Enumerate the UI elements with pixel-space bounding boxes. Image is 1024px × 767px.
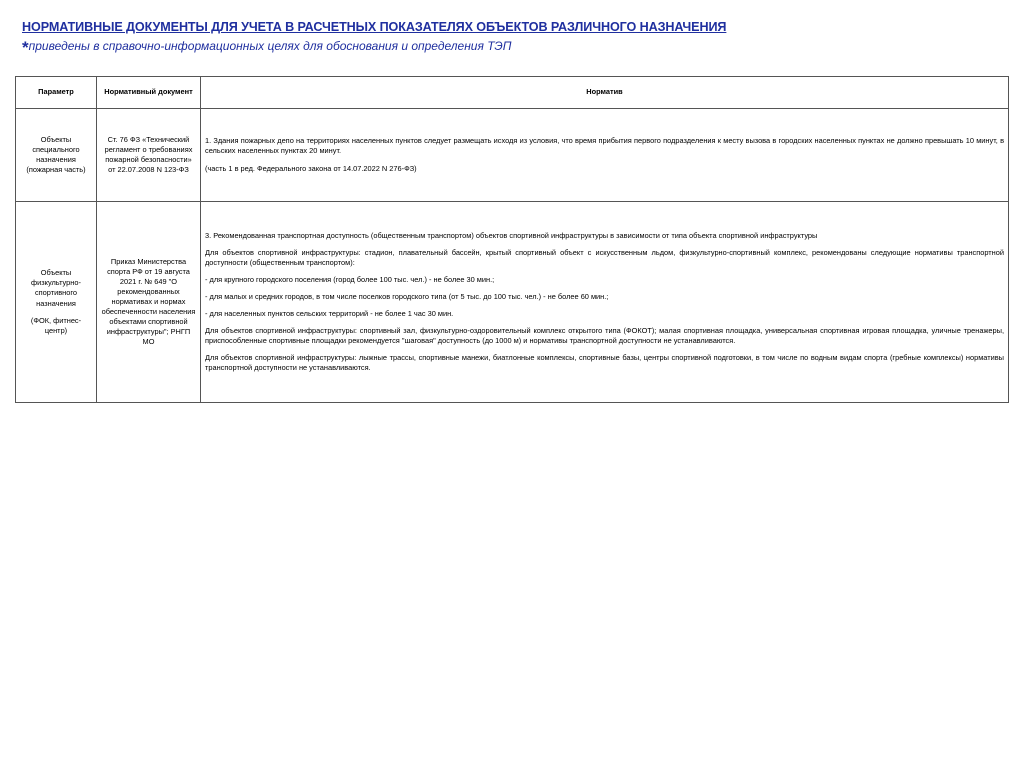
norm-paragraph: - для населенных пунктов сельских территорий - не более 1 час 30 мин. <box>205 309 454 318</box>
parameter-note: (ФОК, фитнес-центр) <box>30 315 82 335</box>
column-header-document: Нормативный документ <box>97 77 201 109</box>
norm-paragraph: - для крупного городского поселения (город более 100 тыс. чел.) - не более 30 мин.; <box>205 274 495 284</box>
norm-paragraph: 3. Рекомендованная транспортная доступность (общественным транспортом) объектов спортивной инфраструктуры в зависимости от типа объекта спортивной инфраструктуры <box>205 230 818 240</box>
page-title: НОРМАТИВНЫЕ ДОКУМЕНТЫ ДЛЯ УЧЕТА В РАСЧЕТНЫХ ПОКАЗАТЕЛЯХ ОБЪЕКТОВ РАЗЛИЧНОГО НАЗНАЧЕНИЯ <box>22 20 727 34</box>
page-subtitle <box>22 38 1002 58</box>
norm-cell <box>201 202 1009 403</box>
norm-paragraph: Для объектов спортивной инфраструктуры: спортивный зал, физкультурно-оздоровительный комплекс открытого типа (ФОКОТ); малая спортивная площадка, универсальная спортивная игровая площадка, уличные тренажеры, приспособленные спортивные площадки рекомендуется "шаговая" доступность (до 1000 м) и нормативы транспортной доступности не устанавливаются. <box>205 326 1004 346</box>
subtitle-asterisk: * <box>22 38 29 57</box>
parameter-cell <box>16 202 97 403</box>
norms-table <box>15 76 1009 403</box>
norm-paragraph: Для объектов спортивной инфраструктуры: стадион, плавательный бассейн, крытый спортивный объект с искусственным льдом, физкультурно-спортивный комплекс, рекомендованы следующие нормативы транспортной доступности (общественным транспортом): <box>205 247 1004 267</box>
norm-cell <box>201 109 1009 202</box>
column-header-norm: Норматив <box>201 77 1009 109</box>
document-cell: Приказ Министерства спорта РФ от 19 августа 2021 г. № 649 "О рекомендованных нормативах и нормах обеспеченности населения объектами спортивной инфраструктуры"; РНГП МО <box>97 202 201 403</box>
column-header-parameter: Параметр <box>16 77 97 109</box>
parameter-text: Объекты физкультурно-спортивного назначения <box>31 268 81 308</box>
table-row <box>16 109 1009 202</box>
parameter-cell <box>16 109 97 202</box>
norm-paragraph: 1. Здания пожарных депо на территориях населенных пунктов следует размещать исходя из условия, что время прибытия первого подразделения к месту вызова в городских населенных пунктах не должно превышать 10 минут, в сельских населенных пунктах 20 минут. <box>205 136 1004 156</box>
norm-paragraph: (часть 1 в ред. Федерального закона от 14.07.2022 N 276-ФЗ) <box>205 163 417 173</box>
norm-paragraph: - для малых и средних городов, в том числе поселков городского типа (от 5 тыс. до 100 тыс. чел.) - не более 60 мин.; <box>205 291 609 301</box>
subtitle-text: приведены в справочно-информационных целях для обоснования и определения ТЭП <box>28 39 512 53</box>
table-header-row <box>16 77 1009 109</box>
document-cell: Ст. 76 ФЗ «Технический регламент о требованиях пожарной безопасности» от 22.07.2008 N 123-ФЗ <box>97 109 201 202</box>
norm-paragraph: Для объектов спортивной инфраструктуры: лыжные трассы, спортивные манежи, биатлонные комплексы, спортивные базы, центры спортивной подготовки, в том числе по водным видам спорта (гребные комплексы) нормативы транспортной доступности не устанавливаются. <box>205 353 1004 373</box>
parameter-text: Объекты специального назначения (пожарная часть) <box>26 134 86 175</box>
table-row <box>16 202 1009 403</box>
